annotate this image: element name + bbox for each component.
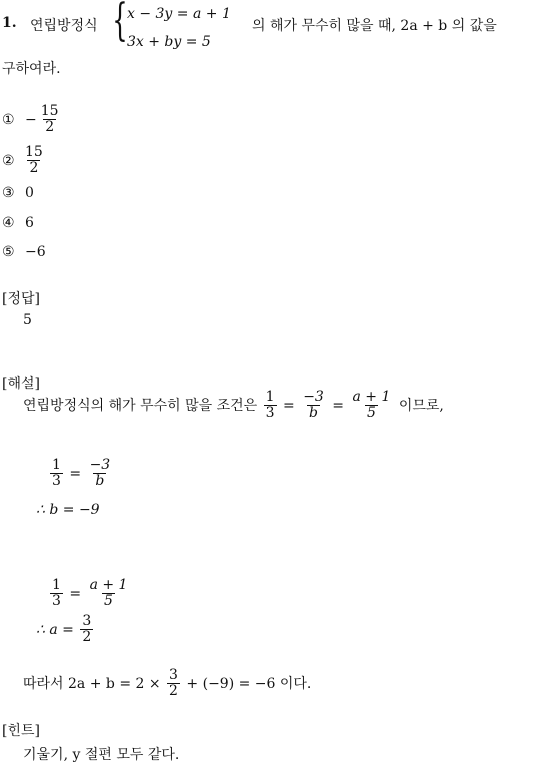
fraction [80,614,93,646]
numerator: 15 [40,103,59,119]
result-prefix: ∴ a = [36,621,74,638]
denominator: 2 [45,119,55,136]
problem-number: 1. [2,15,17,31]
numerator: 3 [82,613,92,629]
choice-sign: − [25,111,37,128]
choice-5[interactable] [2,244,46,260]
choice-mark: ② [2,152,15,169]
choice-mark: ③ [2,185,15,201]
final-prefix: 따라서 2a + b = 2 × [23,675,161,692]
fraction [264,390,277,422]
numerator: 1 [52,457,61,473]
fraction [50,578,63,610]
equation-1: x − 3y = a + 1 [127,6,231,22]
denominator: 2 [29,160,39,177]
solution-intro [23,390,444,422]
numerator: 1 [265,389,275,405]
denominator: 3 [52,593,61,610]
denominator: 5 [366,405,376,422]
problem-suffix: 의 해가 무수히 많을 때, 2a + b 의 값을 [252,18,497,34]
choice-text: 6 [25,215,34,231]
choice-text: 0 [25,185,34,201]
denominator: 3 [265,405,275,422]
equation-2: 3x + by = 5 [127,34,211,50]
fraction [50,458,63,490]
choice-text: −6 [25,244,46,260]
fraction [88,578,130,610]
step2-equation [48,578,131,610]
intro-text: 연립방정식의 해가 무수히 많을 조건은 [23,397,258,414]
hint-label: [힌트] [2,723,40,739]
choice-mark: ⑤ [2,244,15,260]
numerator: −3 [303,389,324,405]
denominator: 5 [104,593,113,610]
numerator: 1 [52,577,61,593]
numerator: 3 [169,667,178,683]
equals-sign: = [69,465,82,482]
fraction [88,458,113,490]
numerator: −3 [89,457,111,473]
denominator: b [95,473,105,490]
choice-2[interactable] [2,145,47,177]
denominator: 2 [169,683,178,700]
fraction [350,390,392,422]
choice-1[interactable] [2,104,63,136]
numerator: a + 1 [89,577,128,593]
numerator: a + 1 [352,389,391,405]
step1-result: ∴ b = −9 [36,502,100,518]
choice-fraction [23,145,45,177]
final-line [23,668,311,700]
equals-sign: = [69,585,82,602]
equals-sign: = [332,397,345,414]
choice-3[interactable] [2,185,34,201]
answer-value: 5 [23,312,32,328]
choice-fraction [39,104,61,136]
system-brace: { [112,0,128,46]
choice-mark: ④ [2,215,15,231]
denominator: b [309,405,318,422]
equals-sign: = [283,397,295,414]
problem-prefix: 연립방정식 [30,18,98,34]
answer-label: [정답] [2,291,40,307]
intro-suffix: 이므로, [398,397,444,414]
solution-label: [해설] [2,376,40,392]
numerator: 15 [25,144,43,160]
step1-equation [48,458,114,490]
hint-text: 기울기, y 절편 모두 같다. [23,747,180,763]
choice-4[interactable] [2,215,34,231]
choice-mark: ① [2,111,15,128]
denominator: 3 [52,473,61,490]
fraction [167,668,180,700]
final-suffix: + (−9) = −6 이다. [186,675,312,692]
denominator: 2 [82,629,92,646]
step2-result [36,614,95,646]
fraction [301,390,326,422]
problem-line2: 구하여라. [2,61,61,77]
